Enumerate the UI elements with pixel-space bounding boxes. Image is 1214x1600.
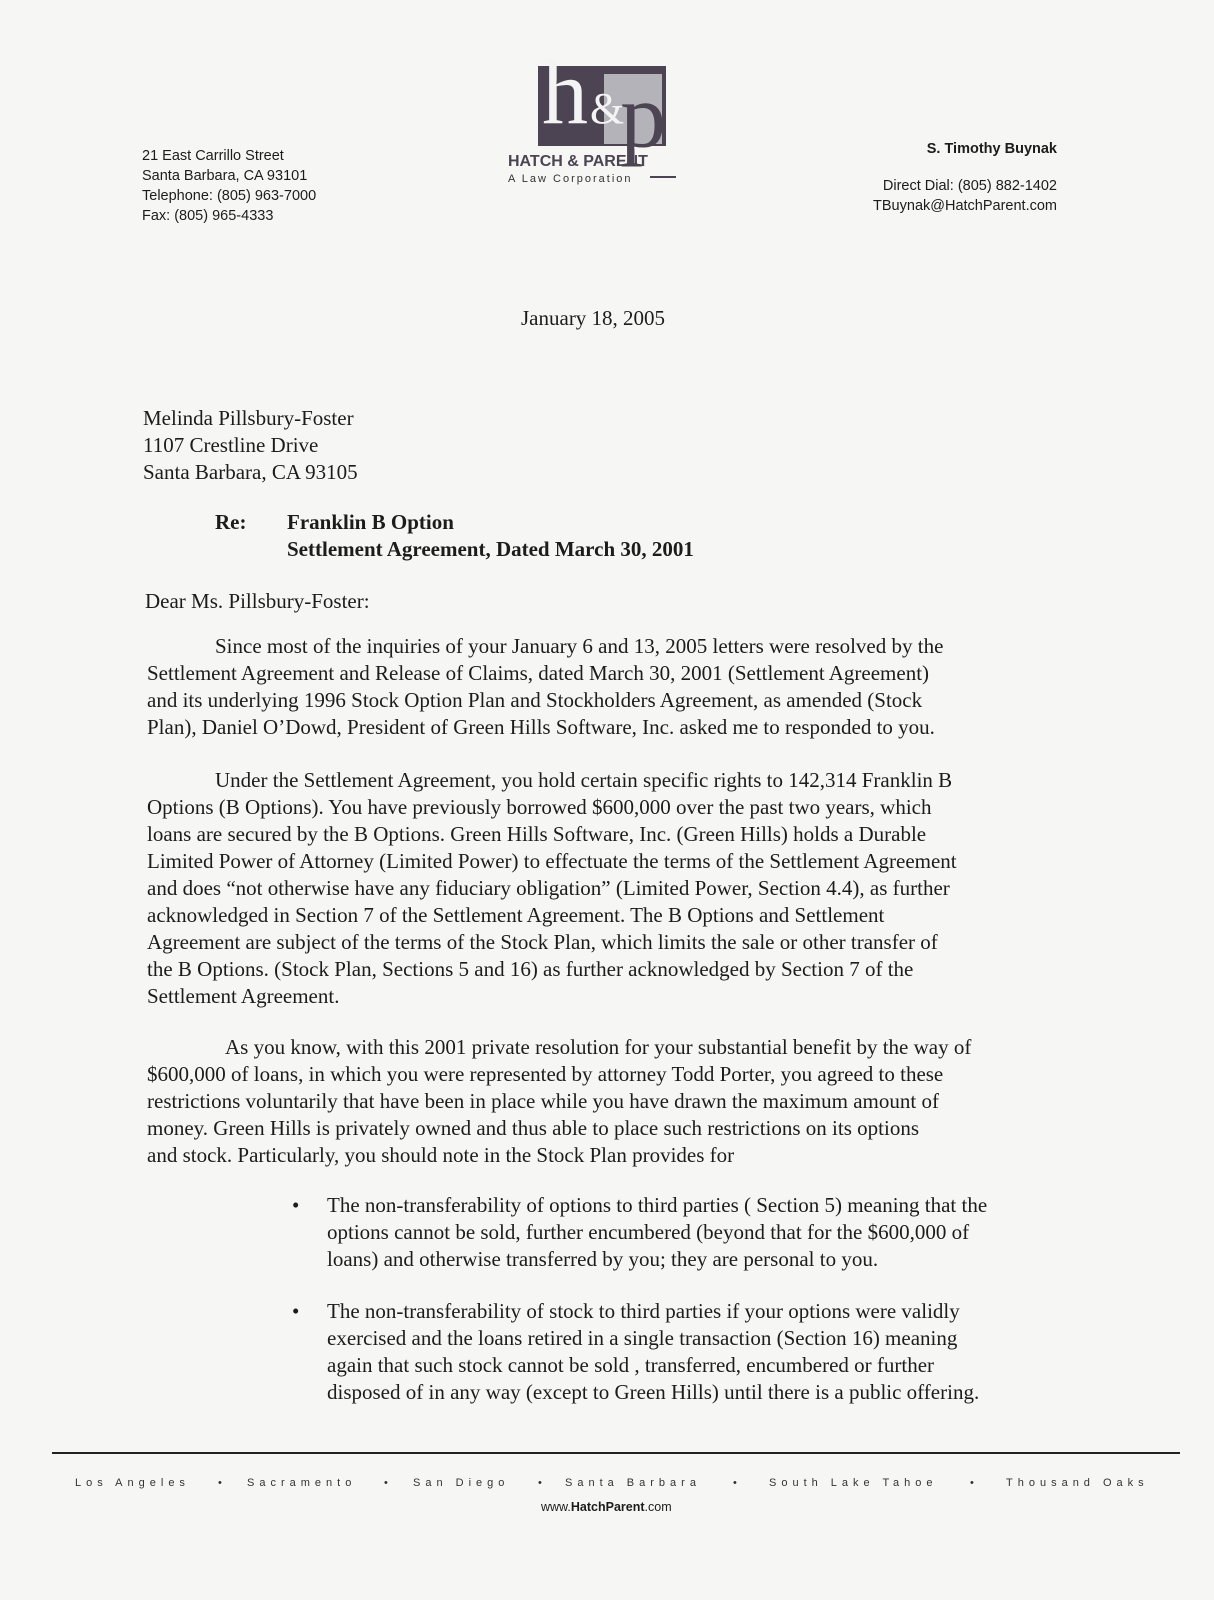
footer-city: Thousand Oaks bbox=[1006, 1477, 1149, 1489]
paragraph-line: the B Options. (Stock Plan, Sections 5 and 16) as further acknowledged by Section 7 of the bbox=[147, 957, 914, 981]
logo-text: h&p bbox=[542, 41, 667, 167]
re-subject-2: Settlement Agreement, Dated March 30, 2001 bbox=[287, 537, 694, 561]
fax: Fax: (805) 965-4333 bbox=[142, 208, 274, 224]
sender-block bbox=[873, 139, 1057, 216]
footer-website[interactable] bbox=[541, 1500, 672, 1514]
bullet-line: again that such stock cannot be sold , transferred, encumbered or further bbox=[327, 1353, 935, 1377]
paragraph-line: acknowledged in Section 7 of the Settlement Agreement. The B Options and Settlement bbox=[147, 903, 885, 927]
firm-name: HATCH & PARENT bbox=[508, 153, 648, 170]
website-prefix: www. bbox=[541, 1500, 571, 1514]
street: 21 East Carrillo Street bbox=[142, 148, 284, 164]
firm-logo bbox=[500, 41, 720, 194]
website-suffix: .com bbox=[644, 1500, 672, 1514]
paragraph-line: Settlement Agreement and Release of Claims, dated March 30, 2001 (Settlement Agreement) bbox=[147, 661, 930, 685]
paragraph-line: Under the Settlement Agreement, you hold certain specific rights to 142,314 Franklin B bbox=[215, 768, 953, 792]
footer-separator: • bbox=[538, 1477, 547, 1489]
paragraph-line: and stock. Particularly, you should note in the Stock Plan provides for bbox=[147, 1143, 735, 1167]
footer-separator: • bbox=[733, 1477, 742, 1489]
re-subject-1: Franklin B Option bbox=[287, 510, 454, 534]
sender-name: S. Timothy Buynak bbox=[926, 141, 1057, 157]
footer-separator: • bbox=[218, 1477, 227, 1489]
paragraph-line: and its underlying 1996 Stock Option Plan and Stockholders Agreement, as amended (Stock bbox=[147, 688, 923, 712]
recipient-street: 1107 Crestline Drive bbox=[143, 433, 319, 457]
bullet-line: loans) and otherwise transferred by you; they are personal to you. bbox=[327, 1247, 879, 1271]
footer-city: Santa Barbara bbox=[565, 1477, 701, 1489]
paragraph-line: money. Green Hills is privately owned and thus able to place such restrictions on its options bbox=[147, 1116, 919, 1140]
letter-date: January 18, 2005 bbox=[521, 306, 666, 330]
bullet-line: exercised and the loans retired in a single transaction (Section 16) meaning bbox=[327, 1326, 958, 1350]
paragraph-line: As you know, with this 2001 private resolution for your substantial benefit by the way of bbox=[225, 1035, 972, 1059]
salutation: Dear Ms. Pillsbury-Foster: bbox=[145, 589, 370, 613]
recipient-name: Melinda Pillsbury-Foster bbox=[143, 406, 354, 430]
recipient-city: Santa Barbara, CA 93105 bbox=[143, 460, 358, 484]
paragraph-line: Plan), Daniel O’Dowd, President of Green Hills Software, Inc. asked me to responded to you. bbox=[147, 715, 935, 739]
paragraph-line: Limited Power of Attorney (Limited Power) to effectuate the terms of the Settlement Agreement bbox=[147, 849, 957, 873]
footer-rule bbox=[52, 1452, 1180, 1454]
firm-address bbox=[142, 146, 316, 226]
paragraph-line: and does “not otherwise have any fiduciary obligation” (Limited Power, Section 4.4), as further bbox=[147, 876, 950, 900]
direct-dial: Direct Dial: (805) 882-1402 bbox=[882, 178, 1057, 194]
telephone: Telephone: (805) 963-7000 bbox=[142, 188, 317, 204]
re-label: Re: bbox=[215, 510, 247, 534]
paragraph-line: $600,000 of loans, in which you were represented by attorney Todd Porter, you agreed to these bbox=[147, 1062, 944, 1086]
bullet-icon: • bbox=[292, 1299, 300, 1323]
firm-subtitle: A Law Corporation bbox=[508, 173, 633, 185]
bullet-line: disposed of in any way (except to Green Hills) until there is a public offering. bbox=[327, 1380, 980, 1404]
footer-separator: • bbox=[970, 1477, 979, 1489]
bullet-icon: • bbox=[292, 1193, 300, 1217]
footer-city: Sacramento bbox=[247, 1477, 357, 1489]
website-brand: HatchParent bbox=[570, 1500, 645, 1514]
city: Santa Barbara, CA 93101 bbox=[142, 168, 308, 184]
paragraph-line: restrictions voluntarily that have been in place while you have drawn the maximum amount of bbox=[147, 1089, 939, 1113]
footer-separator: • bbox=[384, 1477, 393, 1489]
footer-city: Los Angeles bbox=[75, 1477, 190, 1489]
sender-email: TBuynak@HatchParent.com bbox=[873, 198, 1057, 214]
paragraph-line: Agreement are subject of the terms of the Stock Plan, which limits the sale or other transfer of bbox=[147, 930, 938, 954]
paragraph-line: Since most of the inquiries of your January 6 and 13, 2005 letters were resolved by the bbox=[215, 634, 944, 658]
bullet-line: The non-transferability of options to third parties ( Section 5) meaning that the bbox=[327, 1193, 988, 1217]
footer-city: San Diego bbox=[413, 1477, 510, 1489]
bullet-line: options cannot be sold, further encumbered (beyond that for the $600,000 of bbox=[327, 1220, 970, 1244]
paragraph-line: loans are secured by the B Options. Green Hills Software, Inc. (Green Hills) holds a Durable bbox=[147, 822, 927, 846]
bullet-line: The non-transferability of stock to third parties if your options were validly bbox=[327, 1299, 960, 1323]
paragraph-line: Settlement Agreement. bbox=[147, 984, 340, 1008]
footer-city: South Lake Tahoe bbox=[769, 1477, 938, 1489]
paragraph-line: Options (B Options). You have previously borrowed $600,000 over the past two years, which bbox=[147, 795, 932, 819]
